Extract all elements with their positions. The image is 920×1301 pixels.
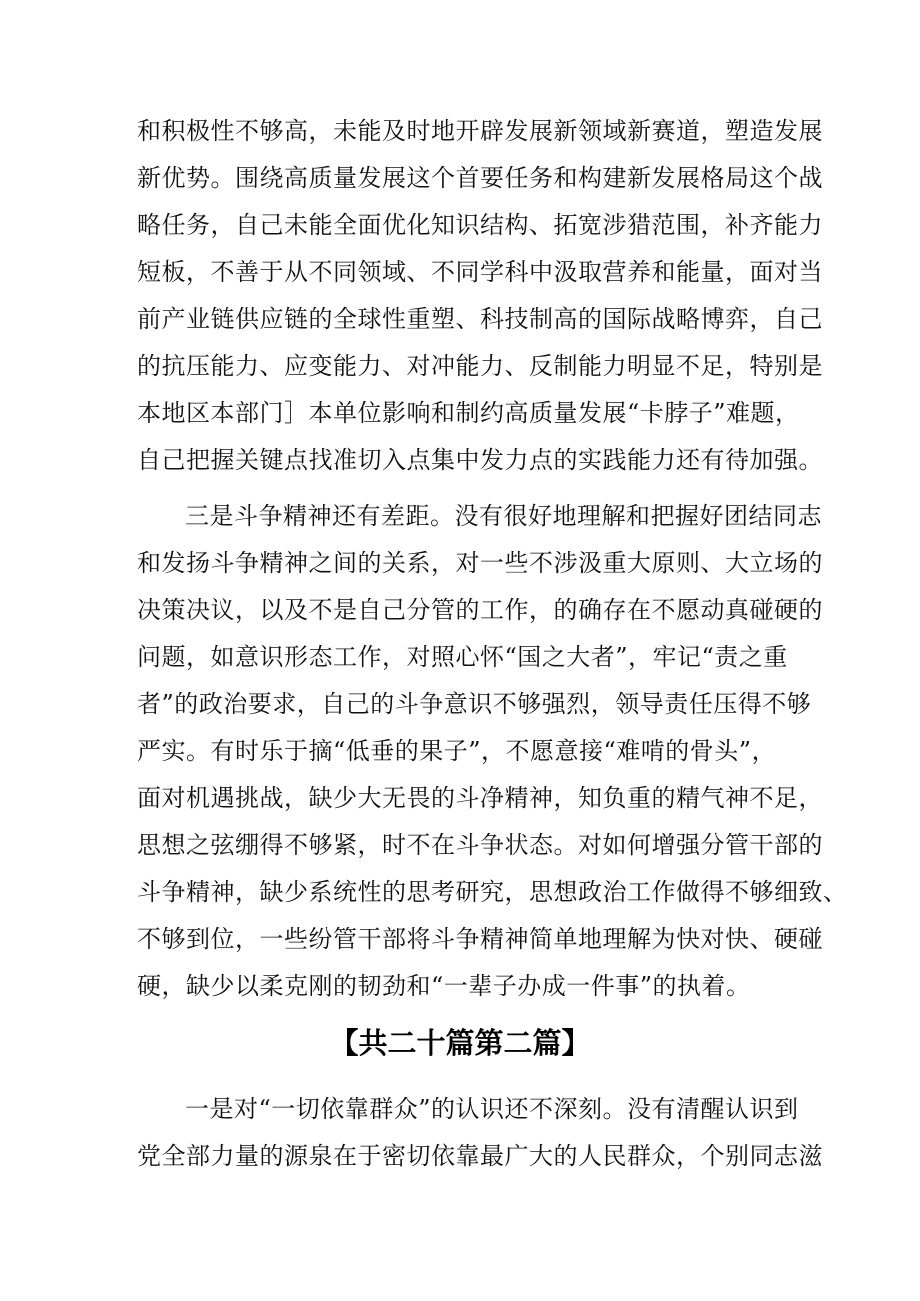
paragraph-line: 面对机遇挑战，缺少大无畏的斗净精神，知负重的精气神不足， xyxy=(137,784,823,812)
paragraph-line: 者”的政治要求，自己的斗争意识不够强烈，领导责任压得不够 xyxy=(137,690,812,718)
paragraph-line: 硬，缺少以柔克刚的韧劲和“一辈子办成一件事”的执着。 xyxy=(137,972,751,1000)
paragraph-line: 不够到位，一些纷管干部将斗争精神简单地理解为快对快、硬碰 xyxy=(137,925,823,953)
paragraph-line: 严实。有时乐于摘“低垂的果子”，不愿意接“难啃的骨头”， xyxy=(137,737,777,765)
paragraph-line: 短板，不善于从不同领域、不同学科中汲取营养和能量，面对当 xyxy=(137,258,823,286)
paragraph-line: 思想之弦绷得不够紧，时不在斗争状态。对如何增强分管干部的 xyxy=(137,831,823,859)
paragraph-line: 斗争精神，缺少系统性的思考研究，思想政治工作做得不够细致、 xyxy=(137,878,848,906)
paragraph-line: 和发扬斗争精神之间的关系，对一些不涉汲重大原则、大立场的 xyxy=(137,549,823,577)
paragraph-line: 问题，如意识形态工作，对照心怀“国之大者”，牢记“责之重 xyxy=(137,643,788,671)
paragraph-line: 自己把握关键点找准切入点集中发力点的实践能力还有待加强。 xyxy=(137,446,823,474)
paragraph-line: 新优势。围绕高质量发展这个首要任务和构建新发展格局这个战 xyxy=(137,164,823,192)
paragraph-line: 本地区本部门］本单位影响和制约高质量发展“卡脖子”难题， xyxy=(137,399,800,427)
paragraph-line: 前产业链供应链的全球性重塑、科技制高的国际战略博弈，自己 xyxy=(137,305,823,333)
paragraph-line: 一是对“一切依靠群众”的认识还不深刻。没有清醒认识到 xyxy=(185,1095,799,1123)
section-heading: 【共二十篇第二篇】 xyxy=(329,1026,591,1060)
paragraph-line: 决策决议，以及不是自己分管的工作，的确存在不愿动真碰硬的 xyxy=(137,596,823,624)
paragraph-line: 和积极性不够高，未能及时地开辟发展新领域新赛道，塑造发展 xyxy=(137,117,823,145)
paragraph-line: 三是斗争精神还有差距。没有很好地理解和把握好团结同志 xyxy=(185,502,822,530)
paragraph-line: 党全部力量的源泉在于密切依靠最广大的人民群众，个别同志滋 xyxy=(137,1142,823,1170)
paragraph-line: 的抗压能力、应变能力、对冲能力、反制能力明显不足，特别是 xyxy=(137,352,823,380)
paragraph-line: 略任务，自己未能全面优化知识结构、拓宽涉猎范围，补齐能力 xyxy=(137,211,823,239)
